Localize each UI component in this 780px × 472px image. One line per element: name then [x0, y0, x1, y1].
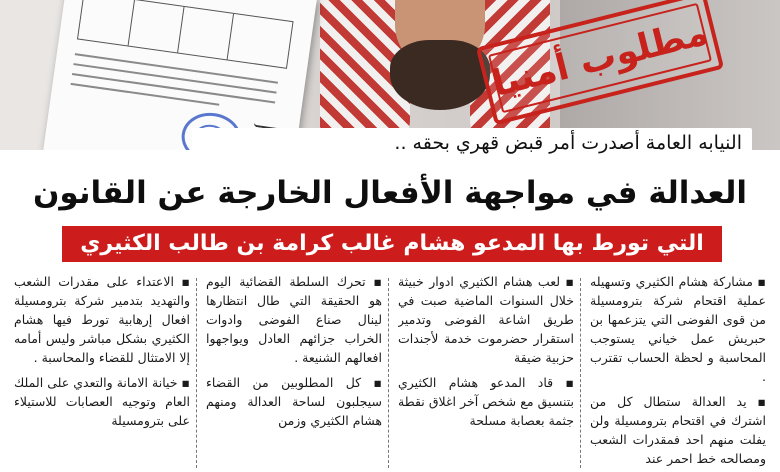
person-beard	[390, 40, 490, 110]
article-paragraph: ▪ تحرك السلطة القضائية اليوم هو الحقيقة التي طال انتظارها لينال صناع الفوضى وادوات الخراب جزائهم العادل ويواجهوا افعالهم الشنيعة .	[206, 274, 382, 365]
column-divider	[580, 278, 581, 468]
document-table-divider	[227, 14, 234, 60]
column-divider	[388, 278, 389, 468]
article-column-3	[206, 272, 382, 472]
article-column-2	[398, 272, 574, 472]
red-banner: التي تورط بها المدعو هشام غالب كرامة بن طالب الكثيري	[62, 226, 722, 262]
headline: العدالة في مواجهة الأفعال الخارجة عن القانون	[0, 168, 780, 218]
article-paragraph: ▪ لعب هشام الكثيري ادوار خبيثة خلال السنوات الماضية صبت في طريق اشاعة الفوضى وتدمير استقرار حضرموت خدمة لأجندات حزبية ضيقة	[398, 274, 574, 365]
document-table-divider	[177, 7, 184, 53]
article-column-4	[14, 272, 190, 472]
article-paragraph: ▪ يد العدالة ستطال كل من اشترك في اقتحام بترومسيلة ولن يفلت منهم احد فمقدرات الشعب ومصالحه خط احمر عند	[590, 394, 766, 466]
article-paragraph: ▪ مشاركة هشام الكثيري وتسهيله عملية اقتحام شركة بترومسيلة من قوى الفوضى التي يتزعمها بن حبريش عمل خياني يستوجب المحاسبة و لحظة الحساب تقترب .	[590, 274, 766, 384]
article-paragraph: ▪ كل المطلوبين من القضاء سيجلبون لساحة العدالة ومنهم هشام الكثيري وزمن	[206, 375, 382, 428]
article-paragraph: ▪ قاد المدعو هشام الكثيري بتنسيق مع شخص آخر اغلاق نقطة جثمة بعصابة مسلحة	[398, 375, 574, 428]
subheadline: النيابه العامة أصدرت أمر قبض قهري بحقه ..	[192, 128, 752, 158]
document-table-divider	[128, 0, 135, 46]
article-paragraph: ▪ الاعتداء على مقدرات الشعب والتهديد بتدمير شركة بترومسيلة افعال إرهابية تورط فيها هشام الكثيري بشكل مباشر وليس أمامه إلا الامتثال للقضاء والمحاسبة .	[14, 274, 190, 365]
article-columns	[14, 272, 766, 472]
article-column-1	[590, 272, 766, 472]
article-paragraph: ▪ خيانة الامانة والتعدي على الملك العام وتوجيه العصابات للاستيلاء على بترومسيلة	[14, 375, 190, 428]
document-text-line	[71, 83, 220, 106]
column-divider	[196, 278, 197, 468]
wanted-stamp-text: مطلوب أمنيا	[487, 11, 713, 105]
